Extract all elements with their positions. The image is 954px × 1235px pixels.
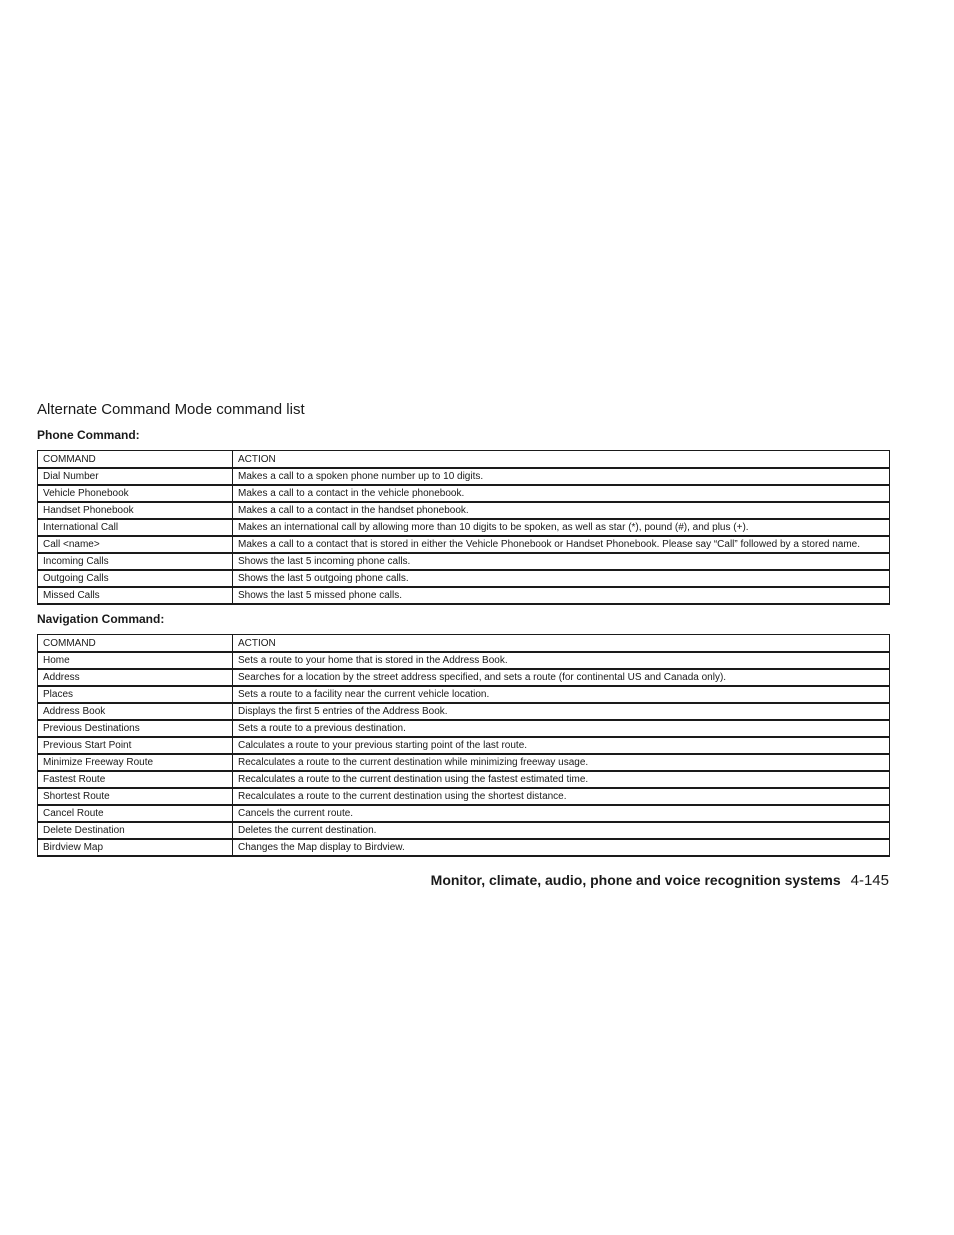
table-row	[38, 519, 890, 536]
column-header-action: ACTION	[233, 451, 890, 469]
table-row	[38, 536, 890, 553]
action-cell: Deletes the current destination.	[233, 822, 890, 839]
action-cell: Recalculates a route to the current destination using the shortest distance.	[233, 788, 890, 805]
command-cell: Birdview Map	[38, 839, 233, 856]
command-cell: Address Book	[38, 703, 233, 720]
page-title: Alternate Command Mode command list	[37, 401, 305, 418]
action-cell: Changes the Map display to Birdview.	[233, 839, 890, 856]
action-cell: Cancels the current route.	[233, 805, 890, 822]
action-cell: Sets a route to your home that is stored in the Address Book.	[233, 652, 890, 669]
table-row	[38, 553, 890, 570]
command-cell: Home	[38, 652, 233, 669]
command-cell: Minimize Freeway Route	[38, 754, 233, 771]
table-row	[38, 822, 890, 839]
command-cell: Cancel Route	[38, 805, 233, 822]
action-cell: Calculates a route to your previous starting point of the last route.	[233, 737, 890, 754]
table-row	[38, 686, 890, 703]
action-cell: Makes an international call by allowing more than 10 digits to be spoken, as well as star (*), pound (#), and plus (+).	[233, 519, 890, 536]
command-cell: Delete Destination	[38, 822, 233, 839]
page-number: 4-145	[850, 872, 889, 889]
action-cell: Searches for a location by the street address specified, and sets a route (for continental US and Canada only).	[233, 669, 890, 686]
table-row	[38, 652, 890, 669]
command-cell: Previous Start Point	[38, 737, 233, 754]
action-cell: Makes a call to a contact in the vehicle phonebook.	[233, 485, 890, 502]
table-row	[38, 703, 890, 720]
action-cell: Shows the last 5 outgoing phone calls.	[233, 570, 890, 587]
command-cell: International Call	[38, 519, 233, 536]
command-cell: Incoming Calls	[38, 553, 233, 570]
phone-command-rows	[38, 468, 890, 604]
column-header-action: ACTION	[233, 635, 890, 653]
table-row	[38, 788, 890, 805]
action-cell: Sets a route to a previous destination.	[233, 720, 890, 737]
command-cell: Handset Phonebook	[38, 502, 233, 519]
table-row	[38, 754, 890, 771]
command-cell: Outgoing Calls	[38, 570, 233, 587]
column-header-command: COMMAND	[38, 451, 233, 469]
table-header-row	[38, 451, 890, 469]
action-cell: Makes a call to a contact that is stored in either the Vehicle Phonebook or Handset Phonebook. Please say “Call” followed by a stored name.	[233, 536, 890, 553]
navigation-command-rows	[38, 652, 890, 856]
table-row	[38, 737, 890, 754]
action-cell: Makes a call to a spoken phone number up to 10 digits.	[233, 468, 890, 485]
table-row	[38, 805, 890, 822]
command-cell: Places	[38, 686, 233, 703]
table-row	[38, 669, 890, 686]
table-row	[38, 839, 890, 856]
action-cell: Displays the first 5 entries of the Address Book.	[233, 703, 890, 720]
command-cell: Previous Destinations	[38, 720, 233, 737]
phone-command-heading: Phone Command:	[37, 428, 140, 442]
table-row	[38, 468, 890, 485]
table-row	[38, 485, 890, 502]
command-cell: Vehicle Phonebook	[38, 485, 233, 502]
table-row	[38, 502, 890, 519]
phone-command-section	[37, 428, 889, 605]
table-row	[38, 771, 890, 788]
table-row	[38, 570, 890, 587]
command-cell: Dial Number	[38, 468, 233, 485]
command-cell: Missed Calls	[38, 587, 233, 604]
action-cell: Shows the last 5 incoming phone calls.	[233, 553, 890, 570]
command-cell: Fastest Route	[38, 771, 233, 788]
action-cell: Sets a route to a facility near the current vehicle location.	[233, 686, 890, 703]
action-cell: Recalculates a route to the current destination using the fastest estimated time.	[233, 771, 890, 788]
command-cell: Shortest Route	[38, 788, 233, 805]
chapter-title: Monitor, climate, audio, phone and voice recognition systems	[430, 872, 841, 888]
page-content	[37, 401, 889, 857]
command-cell: Call <name>	[38, 536, 233, 553]
column-header-command: COMMAND	[38, 635, 233, 653]
table-row	[38, 720, 890, 737]
phone-command-table	[37, 450, 890, 605]
table-header-row	[38, 635, 890, 653]
navigation-command-heading: Navigation Command:	[37, 612, 165, 626]
action-cell: Recalculates a route to the current destination while minimizing freeway usage.	[233, 754, 890, 771]
page-footer	[431, 871, 889, 890]
table-row	[38, 587, 890, 604]
navigation-command-section	[37, 612, 889, 857]
action-cell: Makes a call to a contact in the handset phonebook.	[233, 502, 890, 519]
action-cell: Shows the last 5 missed phone calls.	[233, 587, 890, 604]
command-cell: Address	[38, 669, 233, 686]
navigation-command-table	[37, 634, 890, 857]
